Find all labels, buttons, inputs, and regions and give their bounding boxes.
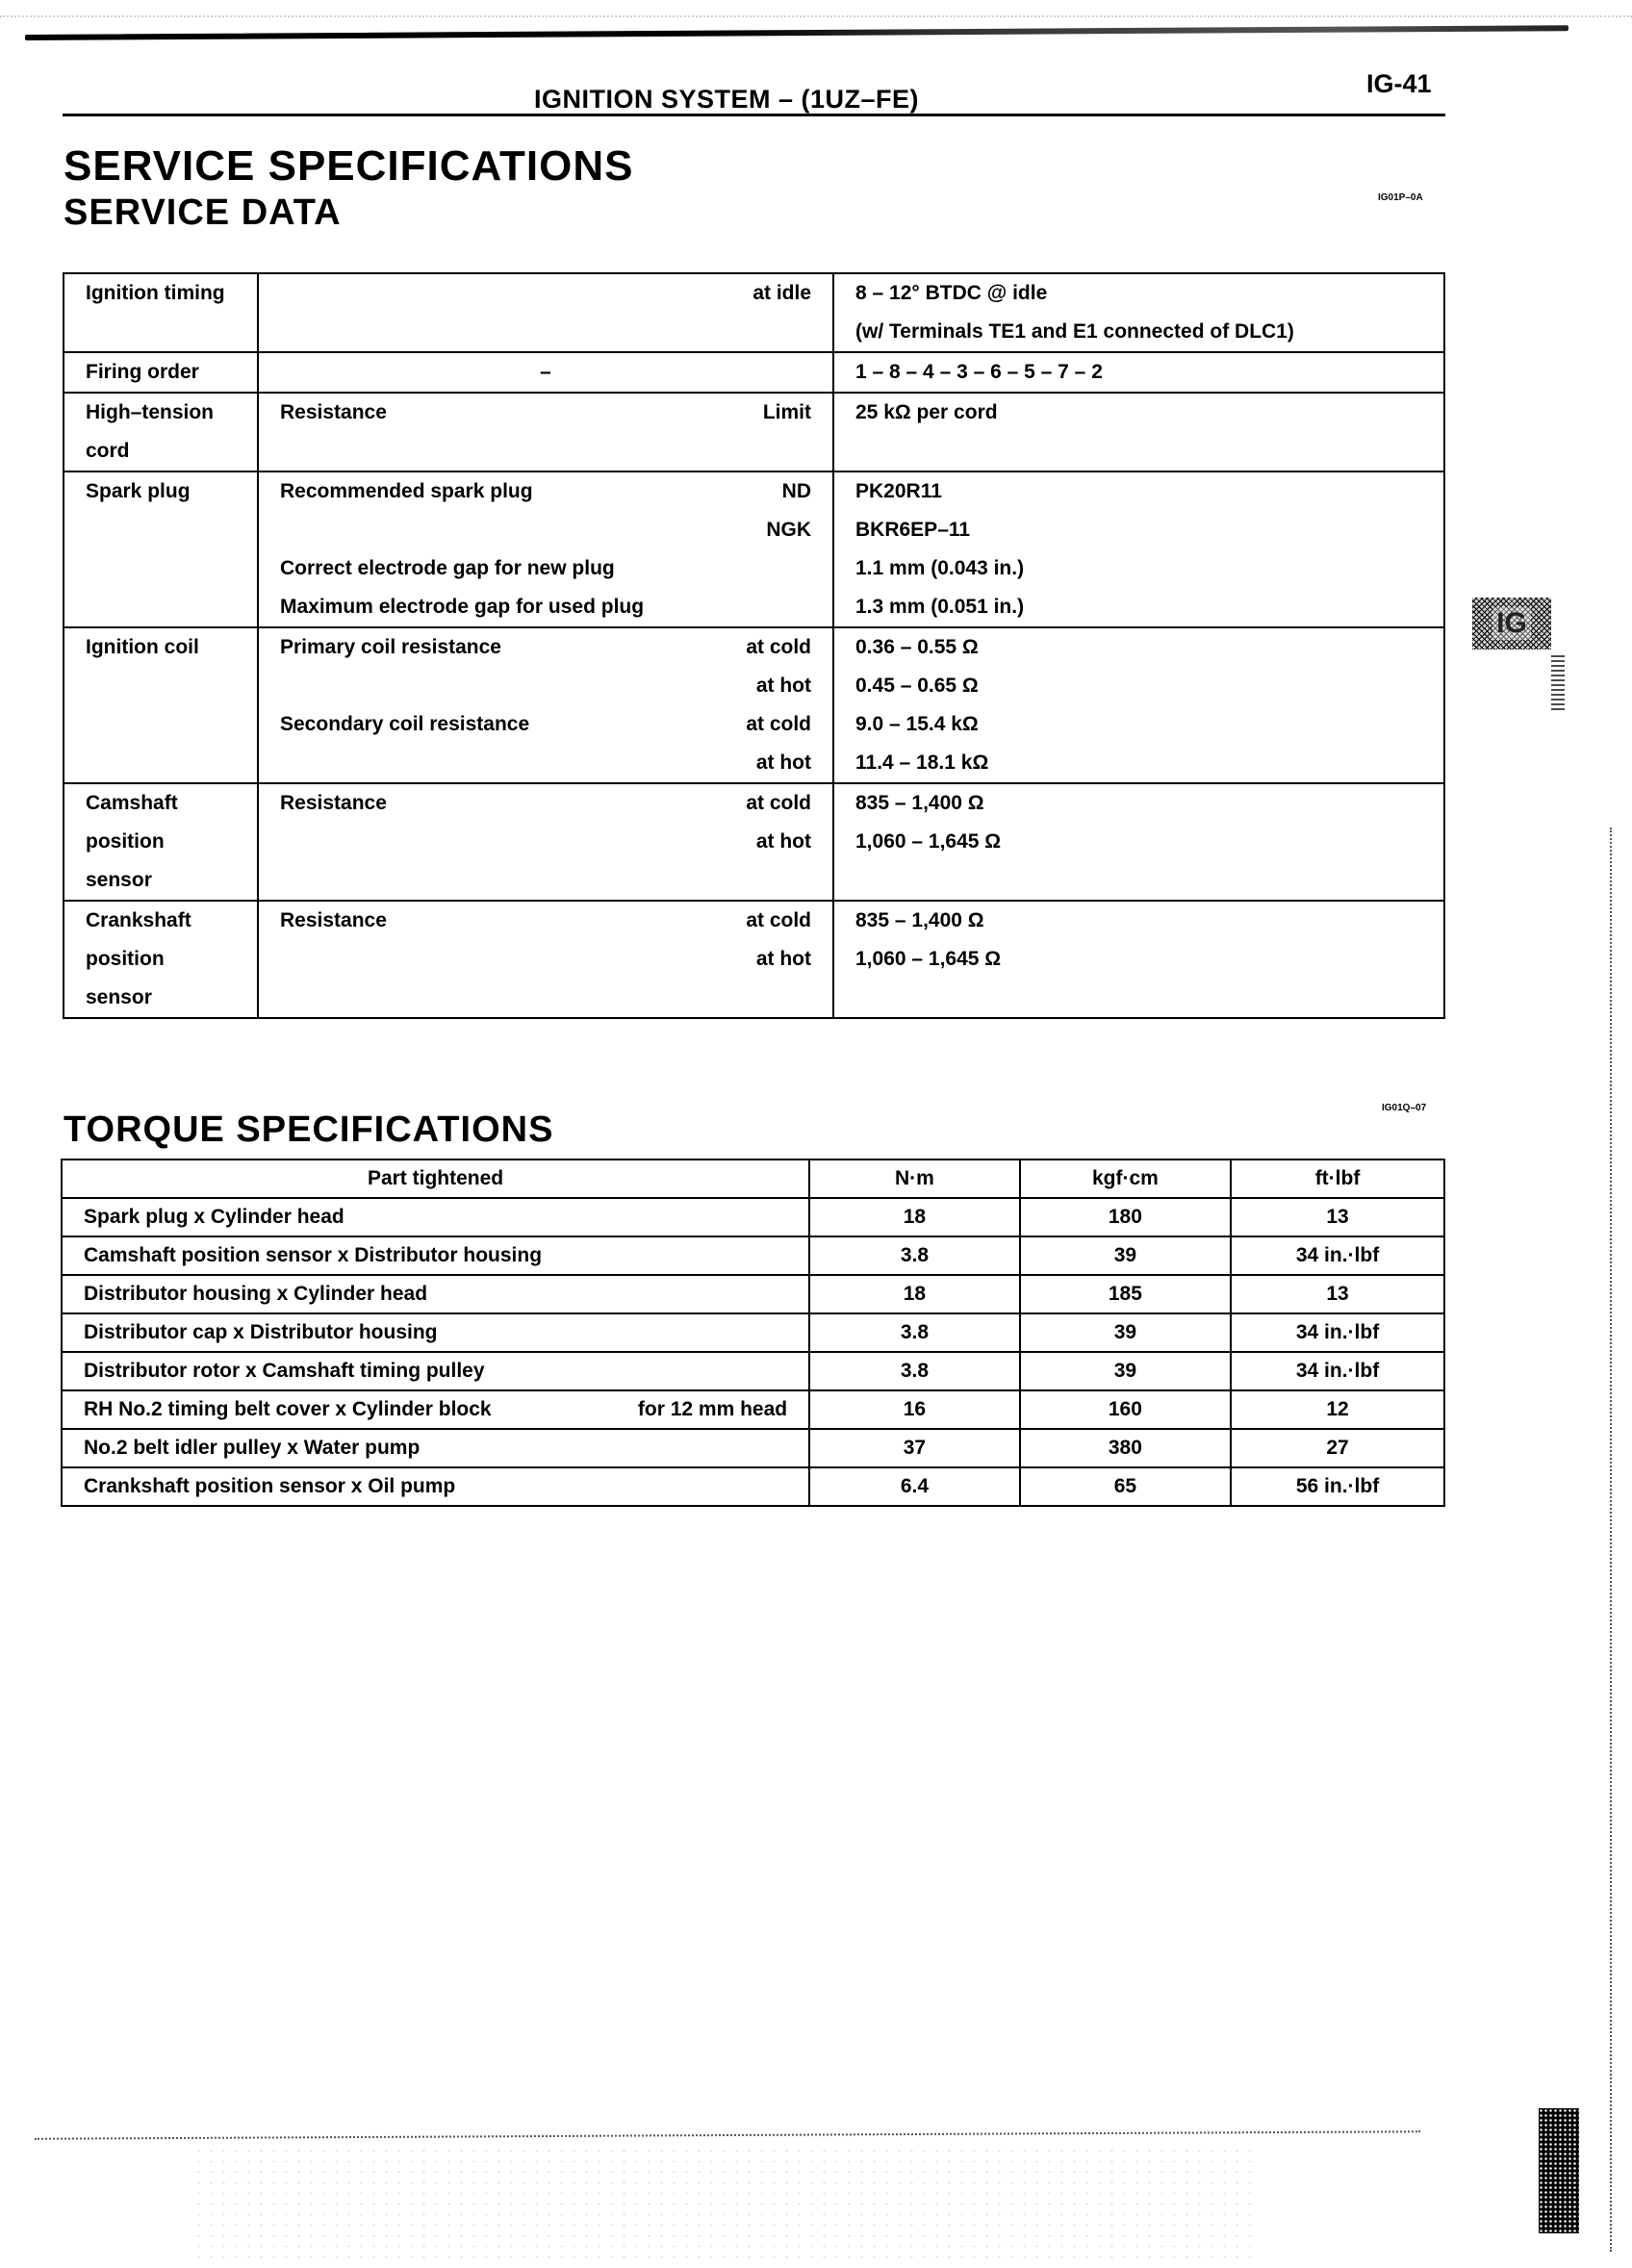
torque-kgfcm: 65 [1020, 1467, 1231, 1506]
parameter-line [259, 472, 832, 511]
part-cell [62, 1467, 809, 1506]
part-note: for 12 mm head [637, 1398, 788, 1420]
component-label: Ignition timing [86, 282, 225, 304]
parameter-line [259, 549, 832, 588]
spec-value: 835 – 1,400 Ω [855, 792, 984, 814]
section-header-title: IGNITION SYSTEM – (1UZ–FE) [534, 85, 920, 114]
parameter-cell [258, 901, 833, 1018]
table-row [62, 1390, 1444, 1429]
component-label [64, 313, 257, 351]
value-cell [833, 273, 1444, 352]
torque-ftlbf: 34 in.·lbf [1231, 1352, 1444, 1390]
column-header-nm: N·m [809, 1159, 1020, 1198]
component-label [64, 705, 257, 744]
condition-label: at cold [746, 909, 811, 931]
value-cell [833, 352, 1444, 393]
part-cell [62, 1390, 809, 1429]
part-cell [62, 1429, 809, 1467]
component-label [64, 588, 257, 626]
component-cell [64, 783, 258, 901]
part-cell [62, 1236, 809, 1275]
part-name: Crankshaft position sensor x Oil pump [84, 1475, 456, 1497]
table-row [64, 393, 1444, 471]
parameter-cell [258, 273, 833, 352]
table-row [64, 352, 1444, 393]
torque-ftlbf: 13 [1231, 1275, 1444, 1313]
spec-value: 1.3 mm (0.051 in.) [855, 596, 1025, 618]
spec-value: (w/ Terminals TE1 and E1 connected of DLC1) [855, 320, 1294, 343]
condition-label: Limit [762, 401, 811, 423]
tab-strip-decoration [1551, 652, 1565, 710]
service-data-table [63, 272, 1445, 1019]
spec-value: 9.0 – 15.4 kΩ [855, 713, 979, 735]
parameter-line [259, 394, 832, 432]
column-header-part: Part tightened [62, 1159, 809, 1198]
parameter-label: Primary coil resistance [280, 636, 501, 658]
parameter-line [259, 940, 832, 979]
spec-value: 8 – 12° BTDC @ idle [855, 282, 1048, 304]
component-label: Crankshaft [86, 909, 191, 931]
spec-value: 1.1 mm (0.043 in.) [855, 557, 1025, 579]
torque-ftlbf: 13 [1231, 1198, 1444, 1236]
torque-nm: 3.8 [809, 1313, 1020, 1352]
parameter-line [259, 861, 832, 900]
parameter-cell [258, 471, 833, 627]
part-name: Distributor rotor x Camshaft timing pulley [84, 1360, 485, 1382]
parameter-cell [258, 627, 833, 783]
spec-value: 0.36 – 0.55 Ω [855, 636, 979, 658]
spec-value: 25 kΩ per cord [855, 401, 998, 423]
parameter-line [259, 511, 832, 549]
torque-ftlbf: 12 [1231, 1390, 1444, 1429]
part-name: Spark plug x Cylinder head [84, 1206, 344, 1228]
table-row [64, 273, 1444, 352]
parameter-line [259, 274, 832, 313]
component-cell [64, 471, 258, 627]
top-page-rule [25, 25, 1568, 40]
torque-kgfcm: 39 [1020, 1352, 1231, 1390]
header-divider [63, 114, 1445, 116]
parameter-label: Resistance [280, 909, 387, 931]
part-cell [62, 1313, 809, 1352]
condition-label: at cold [746, 636, 811, 658]
part-name: Distributor cap x Distributor housing [84, 1321, 438, 1343]
parameter-cell [258, 783, 833, 901]
component-label: sensor [86, 986, 152, 1008]
condition-label: NGK [766, 519, 811, 541]
component-label: Spark plug [86, 480, 191, 502]
torque-kgfcm: 380 [1020, 1429, 1231, 1467]
torque-kgfcm: 39 [1020, 1313, 1231, 1352]
torque-nm: 16 [809, 1390, 1020, 1429]
service-data-code: IG01P–0A [1378, 192, 1423, 203]
page-edge-marker [1539, 2108, 1579, 2233]
condition-label: at hot [755, 830, 811, 853]
component-label: Firing order [86, 361, 199, 383]
part-name: Camshaft position sensor x Distributor housing [84, 1244, 543, 1266]
service-data-heading: SERVICE DATA [64, 192, 342, 233]
table-row [62, 1236, 1444, 1275]
table-header-row [62, 1159, 1444, 1198]
table-row [62, 1352, 1444, 1390]
column-header-ftlbf: ft·lbf [1231, 1159, 1444, 1198]
spec-value: 1,060 – 1,645 Ω [855, 948, 1002, 970]
spec-value: 1 – 8 – 4 – 3 – 6 – 5 – 7 – 2 [855, 361, 1103, 383]
component-label: Camshaft [86, 792, 178, 814]
parameter-line [259, 784, 832, 823]
condition-label: at cold [746, 792, 811, 814]
component-label: position [86, 830, 165, 853]
parameter-label: Resistance [280, 401, 387, 423]
torque-specs-heading: TORQUE SPECIFICATIONS [64, 1109, 554, 1150]
condition-label: at cold [746, 713, 811, 735]
part-name: RH No.2 timing belt cover x Cylinder block [84, 1398, 492, 1420]
torque-kgfcm: 160 [1020, 1390, 1231, 1429]
torque-nm: 37 [809, 1429, 1020, 1467]
torque-nm: 18 [809, 1198, 1020, 1236]
parameter-label: Correct electrode gap for new plug [280, 557, 615, 579]
component-cell [64, 393, 258, 471]
table-row [64, 627, 1444, 783]
component-label: sensor [86, 869, 152, 891]
component-cell [64, 627, 258, 783]
torque-kgfcm: 39 [1020, 1236, 1231, 1275]
component-cell [64, 901, 258, 1018]
scan-artifact-top-dots [0, 15, 1632, 19]
table-row [62, 1275, 1444, 1313]
scan-artifact-bottom-rule [35, 2130, 1420, 2142]
component-cell [64, 352, 258, 393]
torque-nm: 3.8 [809, 1352, 1020, 1390]
parameter-line [259, 628, 832, 667]
parameter-line [259, 313, 832, 351]
table-row [62, 1198, 1444, 1236]
condition-label: at hot [755, 948, 811, 970]
component-cell [64, 273, 258, 352]
parameter-label: Secondary coil resistance [280, 713, 530, 735]
value-cell [833, 901, 1444, 1018]
parameter-line [259, 823, 832, 861]
component-label [64, 549, 257, 588]
condition-label: ND [781, 480, 811, 502]
parameter-line [259, 667, 832, 705]
spec-value: 835 – 1,400 Ω [855, 909, 984, 931]
section-tab-ig [1472, 598, 1551, 650]
parameter-line [259, 432, 832, 471]
torque-ftlbf: 56 in.·lbf [1231, 1467, 1444, 1506]
torque-kgfcm: 180 [1020, 1198, 1231, 1236]
spec-value: PK20R11 [855, 480, 942, 502]
parameter-line [259, 353, 832, 392]
table-row [64, 471, 1444, 627]
part-name: No.2 belt idler pulley x Water pump [84, 1437, 421, 1459]
part-cell [62, 1275, 809, 1313]
condition-label: at idle [752, 282, 811, 304]
column-header-kgfcm: kgf·cm [1020, 1159, 1231, 1198]
table-row [64, 901, 1444, 1018]
parameter-line [259, 902, 832, 940]
parameter-label: Recommended spark plug [280, 480, 533, 502]
spec-value [834, 861, 1443, 900]
spec-value: 11.4 – 18.1 kΩ [855, 752, 989, 774]
value-cell [833, 783, 1444, 901]
page-number: IG-41 [1366, 69, 1432, 98]
torque-nm: 6.4 [809, 1467, 1020, 1506]
table-row [62, 1313, 1444, 1352]
condition-label: at hot [755, 752, 811, 774]
part-cell [62, 1352, 809, 1390]
parameter-line [259, 588, 832, 626]
torque-nm: 18 [809, 1275, 1020, 1313]
component-label: High–tension [86, 401, 215, 423]
parameter-cell [258, 393, 833, 471]
value-cell [833, 471, 1444, 627]
component-label [64, 511, 257, 549]
part-cell [62, 1198, 809, 1236]
spec-value: 1,060 – 1,645 Ω [855, 830, 1002, 853]
component-label [64, 744, 257, 782]
spec-value [834, 979, 1443, 1017]
parameter-line [259, 705, 832, 744]
parameter-cell [258, 352, 833, 393]
value-cell [833, 627, 1444, 783]
torque-ftlbf: 34 in.·lbf [1231, 1313, 1444, 1352]
torque-specs-code: IG01Q–07 [1382, 1103, 1427, 1113]
value-cell [833, 393, 1444, 471]
scan-artifact-right-edge [1610, 828, 1614, 2252]
parameter-label: Maximum electrode gap for used plug [280, 596, 645, 618]
torque-kgfcm: 185 [1020, 1275, 1231, 1313]
table-row [62, 1429, 1444, 1467]
condition-label: at hot [755, 675, 811, 697]
parameter-label: – [540, 361, 551, 383]
torque-specs-table [61, 1159, 1445, 1507]
torque-ftlbf: 27 [1231, 1429, 1444, 1467]
part-name: Distributor housing x Cylinder head [84, 1283, 428, 1305]
section-tab-label: IG [1492, 607, 1531, 640]
component-label: cord [86, 440, 130, 462]
component-label: Ignition coil [86, 636, 199, 658]
table-row [64, 783, 1444, 901]
parameter-line [259, 744, 832, 782]
spec-value: 0.45 – 0.65 Ω [855, 675, 979, 697]
page-title: SERVICE SPECIFICATIONS [64, 142, 634, 190]
torque-nm: 3.8 [809, 1236, 1020, 1275]
component-label: position [86, 948, 165, 970]
component-label [64, 667, 257, 705]
parameter-label: Resistance [280, 792, 387, 814]
spec-value: BKR6EP–11 [855, 519, 971, 541]
spec-value [834, 432, 1443, 471]
table-row [62, 1467, 1444, 1506]
torque-ftlbf: 34 in.·lbf [1231, 1236, 1444, 1275]
parameter-line [259, 979, 832, 1017]
scan-artifact-bottom-noise [192, 2146, 1251, 2261]
